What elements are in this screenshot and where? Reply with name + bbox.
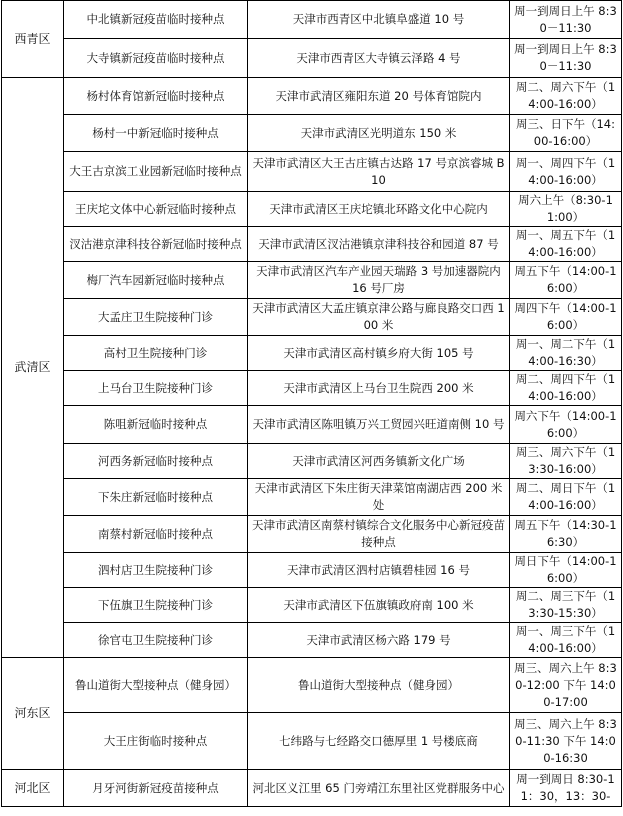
table-row (2, 152, 622, 192)
site-name-cell: 高村卫生院接种门诊 (64, 336, 248, 371)
site-name-cell: 泗村店卫生院接种门诊 (64, 553, 248, 588)
site-name-cell: 下朱庄新冠临时接种点 (64, 479, 248, 516)
table-row (2, 1, 622, 39)
schedule-cell: 周六下午（14:00-16:00） (510, 406, 622, 444)
site-name-cell: 大孟庄卫生院接种门诊 (64, 299, 248, 336)
site-name-cell: 河西务新冠临时接种点 (64, 444, 248, 479)
table-row (2, 78, 622, 115)
schedule-cell: 周日下午（14:00-16:00） (510, 553, 622, 588)
address-cell: 天津市武清区大王古庄镇古达路 17 号京滨睿城 B10 (248, 152, 510, 192)
site-name-cell: 陈咀新冠临时接种点 (64, 406, 248, 444)
address-cell: 天津市武清区泗村店镇碧桂园 16 号 (248, 553, 510, 588)
site-name-cell: 中北镇新冠疫苗临时接种点 (64, 1, 248, 39)
table-row (2, 299, 622, 336)
address-cell: 天津市西青区大寺镇云泽路 4 号 (248, 39, 510, 78)
table-row (2, 406, 622, 444)
site-name-cell: 南蔡村新冠临时接种点 (64, 516, 248, 553)
address-cell: 天津市武清区大孟庄镇京津公路与廊良路交口西 100 米 (248, 299, 510, 336)
schedule-cell: 周一到周日上午 8:30－11:30 (510, 1, 622, 39)
district-cell: 河东区 (2, 658, 64, 770)
table-row (2, 227, 622, 262)
address-cell: 天津市武清区汊沽港镇京津科技谷和园道 87 号 (248, 227, 510, 262)
table-row (2, 713, 622, 770)
site-name-cell: 杨村一中新冠临时接种点 (64, 115, 248, 152)
schedule-cell: 周一、周四下午（14:00-16:00） (510, 152, 622, 192)
address-cell: 天津市武清区陈咀镇万兴工贸园兴旺道南侧 10 号 (248, 406, 510, 444)
table-row (2, 770, 622, 807)
site-name-cell: 大王古京滨工业园新冠临时接种点 (64, 152, 248, 192)
table-row (2, 115, 622, 152)
table-row (2, 479, 622, 516)
schedule-cell: 周一到周日上午 8:30－11:30 (510, 39, 622, 78)
table-row (2, 444, 622, 479)
address-cell: 天津市武清区上马台卫生院西 200 米 (248, 371, 510, 406)
site-name-cell: 鲁山道街大型接种点（健身园） (64, 658, 248, 713)
table-row (2, 262, 622, 299)
site-name-cell: 月牙河街新冠疫苗接种点 (64, 770, 248, 807)
address-cell: 天津市武清区杨六路 179 号 (248, 623, 510, 658)
schedule-cell: 周二、周日下午（14:00-16:00） (510, 479, 622, 516)
address-cell: 天津市武清区下伍旗镇政府南 100 米 (248, 588, 510, 623)
site-name-cell: 汊沽港京津科技谷新冠临时接种点 (64, 227, 248, 262)
table-row (2, 336, 622, 371)
site-name-cell: 大王庄街临时接种点 (64, 713, 248, 770)
address-cell: 天津市武清区下朱庄街天津菜馆南湖店西 200 米处 (248, 479, 510, 516)
address-cell: 天津市武清区王庆坨镇北环路文化中心院内 (248, 192, 510, 227)
address-cell: 天津市武清区南蔡村镇综合文化服务中心新冠疫苗接种点 (248, 516, 510, 553)
address-cell: 河北区义江里 65 门旁靖江东里社区党群服务中心 (248, 770, 510, 807)
table-row (2, 516, 622, 553)
address-cell: 天津市武清区高村镇乡府大街 105 号 (248, 336, 510, 371)
site-name-cell: 下伍旗卫生院接种门诊 (64, 588, 248, 623)
schedule-cell: 周三、周六下午（13:30-16:00） (510, 444, 622, 479)
district-cell: 西青区 (2, 1, 64, 78)
table-row (2, 658, 622, 713)
schedule-cell: 周四下午（14:00-16:00） (510, 299, 622, 336)
table-row (2, 553, 622, 588)
schedule-cell: 周六上午（8:30-11:00） (510, 192, 622, 227)
schedule-cell: 周一到周日 8:30-11：30，13：30- (510, 770, 622, 807)
address-cell: 天津市武清区河西务镇新文化广场 (248, 444, 510, 479)
district-cell: 武清区 (2, 78, 64, 658)
address-cell: 天津市武清区光明道东 150 米 (248, 115, 510, 152)
address-cell: 天津市西青区中北镇阜盛道 10 号 (248, 1, 510, 39)
schedule-cell: 周一、周三下午（14:00-16:00） (510, 623, 622, 658)
schedule-cell: 周二、周六下午（14:00-16:00） (510, 78, 622, 115)
address-cell: 七纬路与七经路交口德厚里 1 号楼底商 (248, 713, 510, 770)
address-cell: 天津市武清区汽车产业园天瑞路 3 号加速器院内 16 号厂房 (248, 262, 510, 299)
table-row (2, 371, 622, 406)
schedule-cell: 周三、周六上午 8:30-11:30 下午 14:00-16:30 (510, 713, 622, 770)
schedule-cell: 周五下午（14:30-16:30） (510, 516, 622, 553)
address-cell: 天津市武清区雍阳东道 20 号体育馆院内 (248, 78, 510, 115)
site-name-cell: 梅厂汽车园新冠临时接种点 (64, 262, 248, 299)
site-name-cell: 大寺镇新冠疫苗临时接种点 (64, 39, 248, 78)
schedule-cell: 周二、周三下午（13:30-15:30） (510, 588, 622, 623)
table-row (2, 39, 622, 78)
address-cell: 鲁山道街大型接种点（健身园） (248, 658, 510, 713)
schedule-cell: 周一、周五下午（14:00-16:00） (510, 227, 622, 262)
table-row (2, 192, 622, 227)
schedule-cell: 周三、周六上午 8:30-12:00 下午 14:00-17:00 (510, 658, 622, 713)
district-cell: 河北区 (2, 770, 64, 807)
vaccination-site-table (1, 0, 622, 807)
schedule-cell: 周三、日下午（14:00-16:00） (510, 115, 622, 152)
site-name-cell: 王庆坨文体中心新冠临时接种点 (64, 192, 248, 227)
site-name-cell: 徐官屯卫生院接种门诊 (64, 623, 248, 658)
site-name-cell: 上马台卫生院接种门诊 (64, 371, 248, 406)
table-row (2, 623, 622, 658)
schedule-cell: 周一、周二下午（14:00-16:30） (510, 336, 622, 371)
schedule-cell: 周五下午（14:00-16:00） (510, 262, 622, 299)
table-row (2, 588, 622, 623)
schedule-cell: 周二、周四下午（14:00-16:00） (510, 371, 622, 406)
site-name-cell: 杨村体育馆新冠临时接种点 (64, 78, 248, 115)
